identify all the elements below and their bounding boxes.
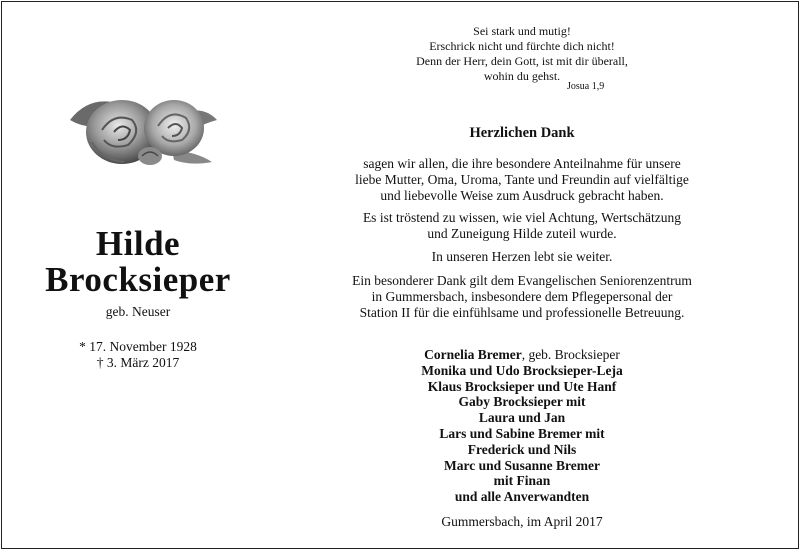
thanks-paragraph-3 (312, 249, 732, 265)
family-name-bold: Cornelia Bremer (424, 347, 522, 362)
left-column (2, 2, 274, 548)
verse-line: Erschrick nicht und fürchte dich nicht! (429, 39, 615, 53)
thanks-paragraph-4 (312, 273, 732, 321)
deceased-last-name: Brocksieper (45, 260, 231, 299)
family-line: Monika und Udo Brocksieper-Leja (421, 362, 623, 378)
family-line (312, 347, 732, 363)
family-line: Marc und Susanne Bremer (444, 457, 600, 473)
maiden-name: geb. Neuser (105, 304, 171, 319)
deceased-first-name: Hilde (95, 224, 181, 263)
thanks-paragraph-1 (312, 156, 732, 204)
right-column (312, 2, 732, 548)
text-line: und liebevolle Weise zum Ausdruck gebracht haben. (380, 188, 664, 203)
thanks-paragraph-2 (312, 210, 732, 242)
verse-line: wohin du gehst. (483, 69, 561, 83)
place-date: Gummersbach, im April 2017 (441, 514, 603, 529)
text-line: in Gummersbach, insbesondere dem Pflegepersonal der (371, 289, 673, 304)
family-line: und alle Anverwandten (454, 489, 590, 505)
obituary-card (1, 1, 799, 549)
verse-line: Sei stark und mutig! (473, 24, 571, 38)
text-line: und Zuneigung Hilde zuteil wurde. (427, 226, 617, 241)
family-line: Frederick und Nils (467, 441, 577, 457)
family-line: Lars und Sabine Bremer mit (439, 425, 605, 441)
family-signatures (312, 347, 732, 505)
thanks-heading: Herzlichen Dank (469, 125, 575, 141)
family-line: Gaby Brocksieper mit (458, 394, 586, 410)
text-line: Station II für die einfühlsame und professionelle Betreuung. (359, 305, 685, 320)
family-line: Klaus Brocksieper und Ute Hanf (427, 378, 617, 394)
text-line: sagen wir allen, die ihre besondere Anteilnahme für unsere (363, 156, 681, 171)
family-line: Laura und Jan (478, 410, 566, 426)
verse-reference: Josua 1,9 (567, 81, 605, 92)
text-line: Ein besonderer Dank gilt dem Evangelischen Seniorenzentrum (352, 273, 692, 288)
verse-line: Denn der Herr, dein Gott, ist mit dir überall, (416, 54, 628, 68)
text-line: In unseren Herzen lebt sie weiter. (431, 249, 613, 264)
text-line: liebe Mutter, Oma, Uroma, Tante und Freundin auf vielfältige (355, 172, 689, 187)
bible-verse (312, 24, 732, 84)
birth-date: * 17. November 1928 (79, 339, 197, 354)
family-line: mit Finan (493, 473, 551, 489)
roses-image (62, 90, 222, 170)
death-date: † 3. März 2017 (96, 355, 180, 370)
family-name-suffix: , geb. Brocksieper (521, 347, 620, 362)
text-line: Es ist tröstend zu wissen, wie viel Achtung, Wertschätzung (362, 210, 682, 225)
